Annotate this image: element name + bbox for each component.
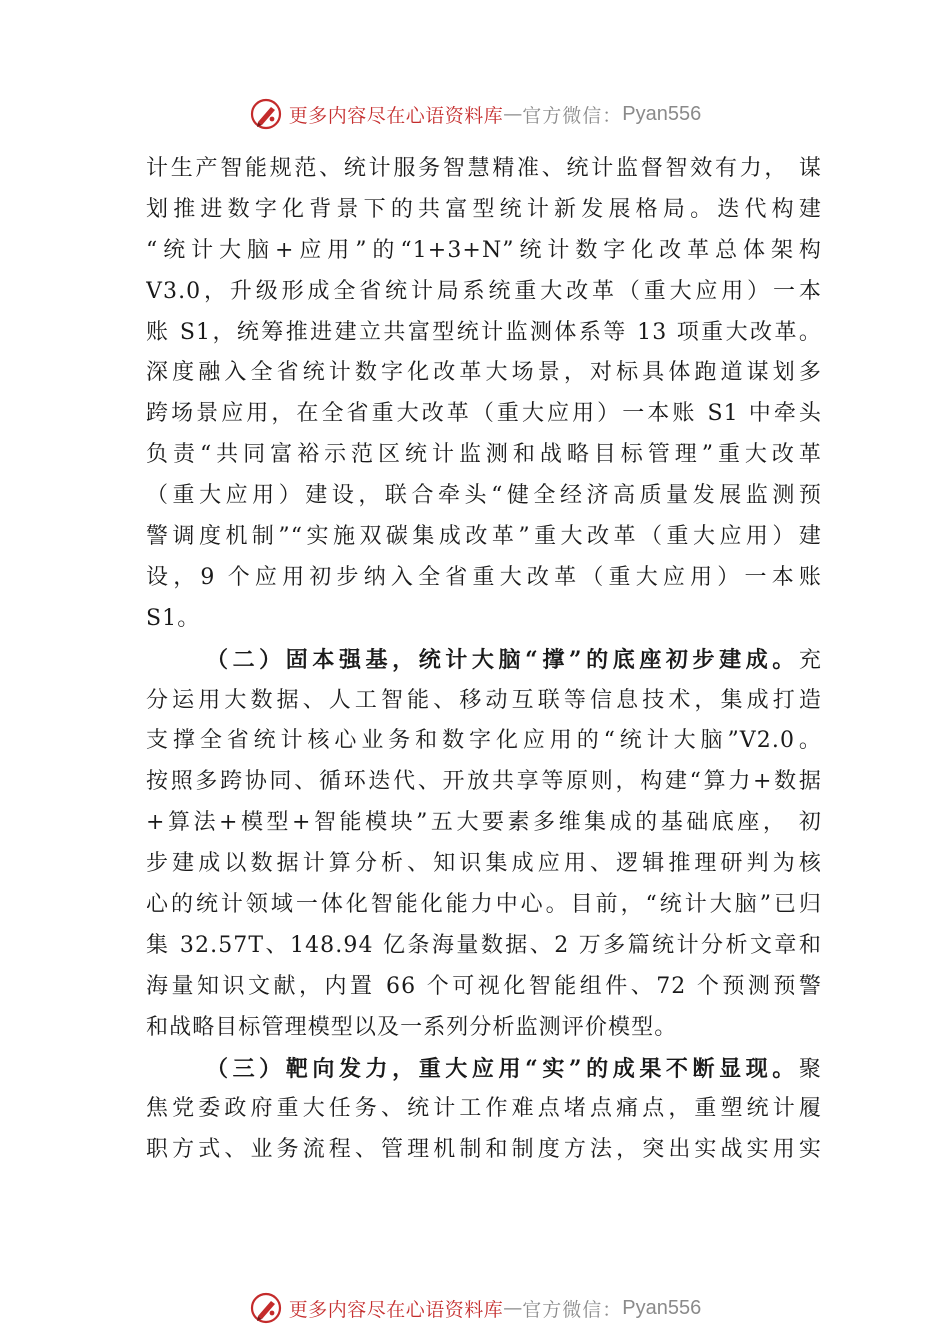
text-line: 步建成以数据计算分析、知识集成应用、逻辑推理研判为核: [146, 851, 822, 877]
text-line: 海量知识文献，内置 66 个可视化智能组件、72 个预测预警: [146, 973, 822, 999]
text-line: 焦党委政府重大任务、统计工作难点堵点痛点，重塑统计履: [146, 1096, 822, 1122]
footer-brand-text: 更多内容尽在心语资料库: [288, 1298, 504, 1321]
text-line: 计生产智能规范、统计服务智慧精准、统计监督智效有力， 谋: [146, 156, 822, 181]
text-line: （重大应用）建设，联合牵头“健全经济高质量发展监测预: [146, 483, 822, 509]
text-line: 按照多跨协同、循环迭代、开放共享等原则，构建“算力+数据: [146, 769, 822, 795]
header-separator: —: [503, 103, 523, 125]
paragraph-2: [146, 640, 822, 1049]
text-line: 警调度机制”“实施双碳集成改革”重大改革（重大应用）建: [146, 524, 822, 550]
text-line-continuation: 聚: [798, 1056, 822, 1082]
text-line: 集 32.57T、148.94 亿条海量数据、2 万多篇统计分析文章和: [146, 932, 822, 958]
text-line: V3.0，升级形成全省统计局系统重大改革（重大应用）一本: [146, 278, 822, 304]
section-heading-line: [146, 640, 822, 681]
paragraph-1: [146, 149, 822, 640]
section-heading-2: （二）固本强基，统计大脑“撑”的底座初步建成。: [206, 646, 799, 673]
text-line: “统计大脑+应用”的“1+3+N”统计数字化改革总体架构: [146, 237, 822, 263]
text-line: S1。: [146, 605, 201, 631]
footer-separator: —: [503, 1297, 523, 1319]
header-brand-text: 更多内容尽在心语资料库: [288, 104, 504, 127]
text-line: 分运用大数据、人工智能、移动互联等信息技术，集成打造: [146, 687, 822, 713]
text-line: 深度融入全省统计数字化改革大场景，对标具体跑道谋划多: [146, 360, 822, 386]
text-line-continuation: 充: [798, 647, 822, 673]
pen-logo-icon: [249, 97, 283, 131]
header-wechat-id: Pyan556: [622, 102, 702, 125]
text-line: 职方式、业务流程、管理机制和制度方法，突出实战实用实: [146, 1137, 822, 1163]
text-line: 负责“共同富裕示范区统计监测和战略目标管理”重大改革: [146, 442, 822, 468]
text-line: 跨场景应用，在全省重大改革（重大应用）一本账 S1 中牵头: [146, 401, 822, 427]
text-line: 支撑全省统计核心业务和数字化应用的“统计大脑”V2.0。: [146, 728, 822, 754]
paragraph-3: [146, 1049, 822, 1172]
footer-official-label: 官方微信：: [522, 1298, 623, 1321]
header-official-label: 官方微信：: [522, 104, 623, 127]
pen-logo-icon: [249, 1291, 283, 1325]
text-line: 设，9 个应用初步纳入全省重大改革（重大应用）一本账: [146, 564, 822, 590]
footer-wechat-id: Pyan556: [622, 1296, 702, 1319]
section-heading-3: （三）靶向发力，重大应用“实”的成果不断显现。: [206, 1055, 799, 1082]
footer-banner: [0, 1288, 950, 1328]
text-line: 划推进数字化背景下的共富型统计新发展格局。迭代构建: [146, 196, 822, 222]
text-line: 和战略目标管理模型以及一系列分析监测评价模型。: [146, 1014, 678, 1040]
text-line: 心的统计领域一体化智能化能力中心。目前，“统计大脑”已归: [146, 892, 822, 918]
text-line: +算法+模型+智能模块”五大要素多维集成的基础底座， 初: [146, 810, 822, 836]
document-body: [146, 149, 822, 1171]
header-banner: [0, 94, 950, 134]
section-heading-line: [146, 1049, 822, 1090]
text-line: 账 S1，统筹推进建立共富型统计监测体系等 13 项重大改革。: [146, 319, 822, 345]
